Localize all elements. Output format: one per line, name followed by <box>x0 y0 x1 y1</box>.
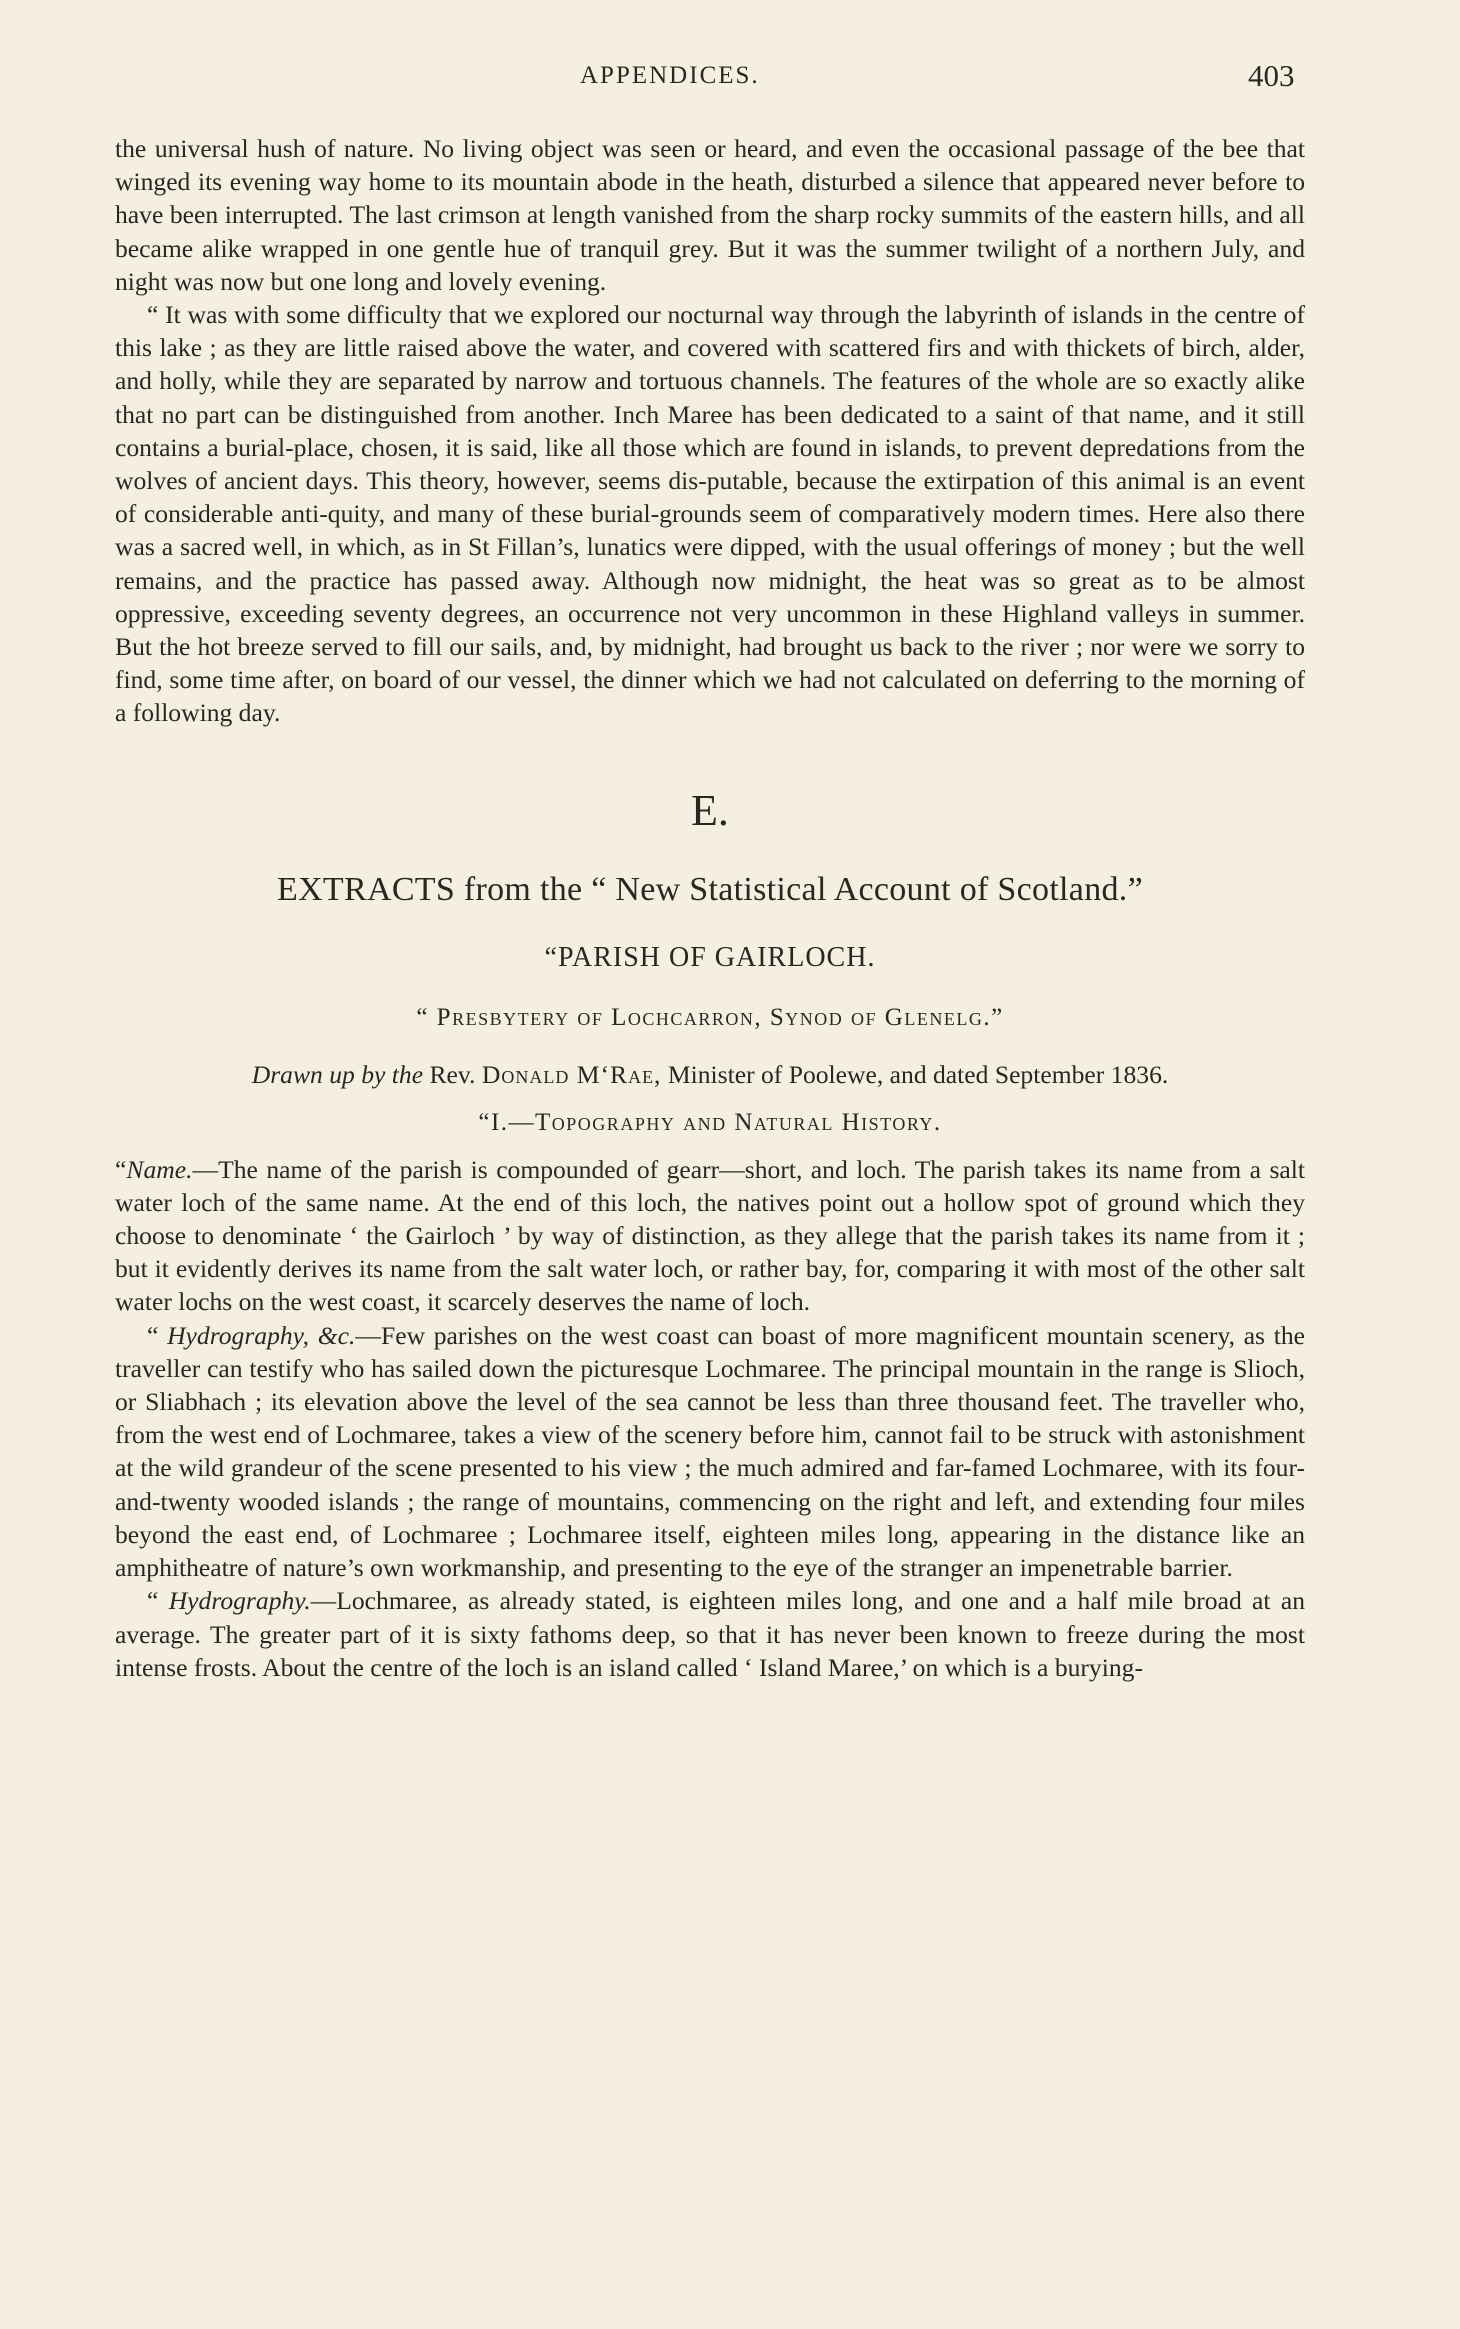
running-head <box>0 58 1460 104</box>
appendix-letter: E. <box>691 785 729 835</box>
entry-hydrography-etc <box>115 1319 1305 1585</box>
author-line-rest: Minister of Poolewe, and dated September 1836. <box>667 1059 1169 1089</box>
entry-name <box>115 1153 1305 1319</box>
author-name: Donald M‘Rae, <box>481 1059 662 1089</box>
author-line-rev: Rev. <box>429 1059 476 1089</box>
entry-hydrography-heading: Hydrography. <box>168 1586 311 1616</box>
parish-heading: “PARISH OF GAIRLOCH. <box>544 941 876 973</box>
section-title: EXTRACTS from the “ New Statistical Account of Scotland.” <box>277 870 1143 908</box>
entry-hydrography-etc-heading: Hydrography, &c. <box>167 1320 356 1350</box>
entry-hydrography-etc-text: —Few parishes on the west coast can boast of more magnificent mountain scenery, as the traveller can testify who has sailed down the picturesque Lochmaree. The principal mountain in the range is Slioch, or Sliabhach ; its elevation above the level of the sea cannot be less than three thousand feet. The traveller who, from the west end of Lochmaree, takes a view of the scenery before him, cannot fail to be struck with astonishment at the wild grandeur of the scene presented to his view ; the much admired and far-famed Lochmaree, with its four-and-twenty wooded islands ; the range of mountains, commencing on the right and left, and extending four miles beyond the east end, of Lochmaree ; Lochmaree itself, eighteen miles long, appearing in the distance like an amphitheatre of nature’s own workmanship, and presenting to the eye of the stranger an impenetrable barrier. <box>115 1320 1305 1583</box>
entry-hydrography <box>115 1584 1305 1684</box>
paragraph-lochmaree-islands: “ It was with some difficulty that we explored our nocturnal way through the labyrinth of islands in the centre of this lake ; as they are little raised above the water, and covered with scattered firs and with thickets of birch, alder, and holly, while they are separated by narrow and tortuous channels. The features of the whole are so exactly alike that no part can be distinguished from another. Inch Maree has been dedicated to a saint of that name, and it still contains a burial-place, chosen, it is said, like all those which are found in islands, to prevent depredations from the wolves of ancient days. This theory, however, seems dis-putable, because the extirpation of this animal is an event of considerable anti-quity, and many of these burial-grounds seem of comparatively modern times. Here also there was a sacred well, in which, as in St Fillan’s, lunatics were dipped, with the usual offerings of money ; but the well remains, and the practice has passed away. Although now midnight, the heat was so great as to be almost oppressive, exceeding seventy degrees, an occurrence not very uncommon in these Highland valleys in summer. But the hot breeze served to fill our sails, and, by midnight, had brought us back to the river ; nor were we sorry to find, some time after, on board of our vessel, the dinner which we had not calculated on deferring to the morning of a following day. <box>115 300 1305 728</box>
entry-hydrography-text: —Lochmaree, as already stated, is eighteen miles long, and one and a half mile broad at an average. The greater part of it is sixty fathoms deep, so that it has never been known to freeze during the most intense frosts. About the centre of the loch is an island called ‘ Island Maree,’ on which is a burying- <box>115 1586 1305 1682</box>
author-line <box>115 1058 1305 1091</box>
entry-name-quote: “ <box>115 1154 127 1184</box>
entry-hydrography-quote: “ <box>147 1586 169 1616</box>
running-title: APPENDICES. <box>580 62 760 89</box>
page-number: 403 <box>1248 58 1295 93</box>
presbytery-heading: “ Presbytery of Lochcarron, Synod of Glenelg.” <box>416 1003 1004 1031</box>
paragraph-continuation: the universal hush of nature. No living object was seen or heard, and even the occasional passage of the bee that winged its evening way home to its mountain abode in the heath, disturbed a silence that appeared never before to have been interrupted. The last crimson at length vanished from the sharp rocky summits of the eastern hills, and all became alike wrapped in one gentle hue of tranquil grey. But it was the summer twilight of a northern July, and night was now but one long and lovely evening. <box>115 134 1305 296</box>
page-body <box>115 132 1305 1684</box>
entry-hydrography-etc-quote: “ <box>147 1320 168 1350</box>
entry-name-text: —The name of the parish is compounded of gearr—short, and loch. The parish takes its name from a salt water loch of the same name. At the end of this loch, the natives point out a hollow spot of ground which they choose to denominate ‘ the Gairloch ’ by way of distinction, as they allege that the parish takes its name from it ; but it evidently derives its name from the salt water loch, or rather bay, for, comparing it with most of the other salt water lochs on the west coast, it scarcely deserves the name of loch. <box>115 1154 1305 1317</box>
topography-heading: “I.—Topography and Natural History. <box>478 1108 942 1136</box>
entry-name-heading: Name. <box>126 1154 193 1184</box>
author-line-italic: Drawn up by the <box>251 1059 424 1089</box>
